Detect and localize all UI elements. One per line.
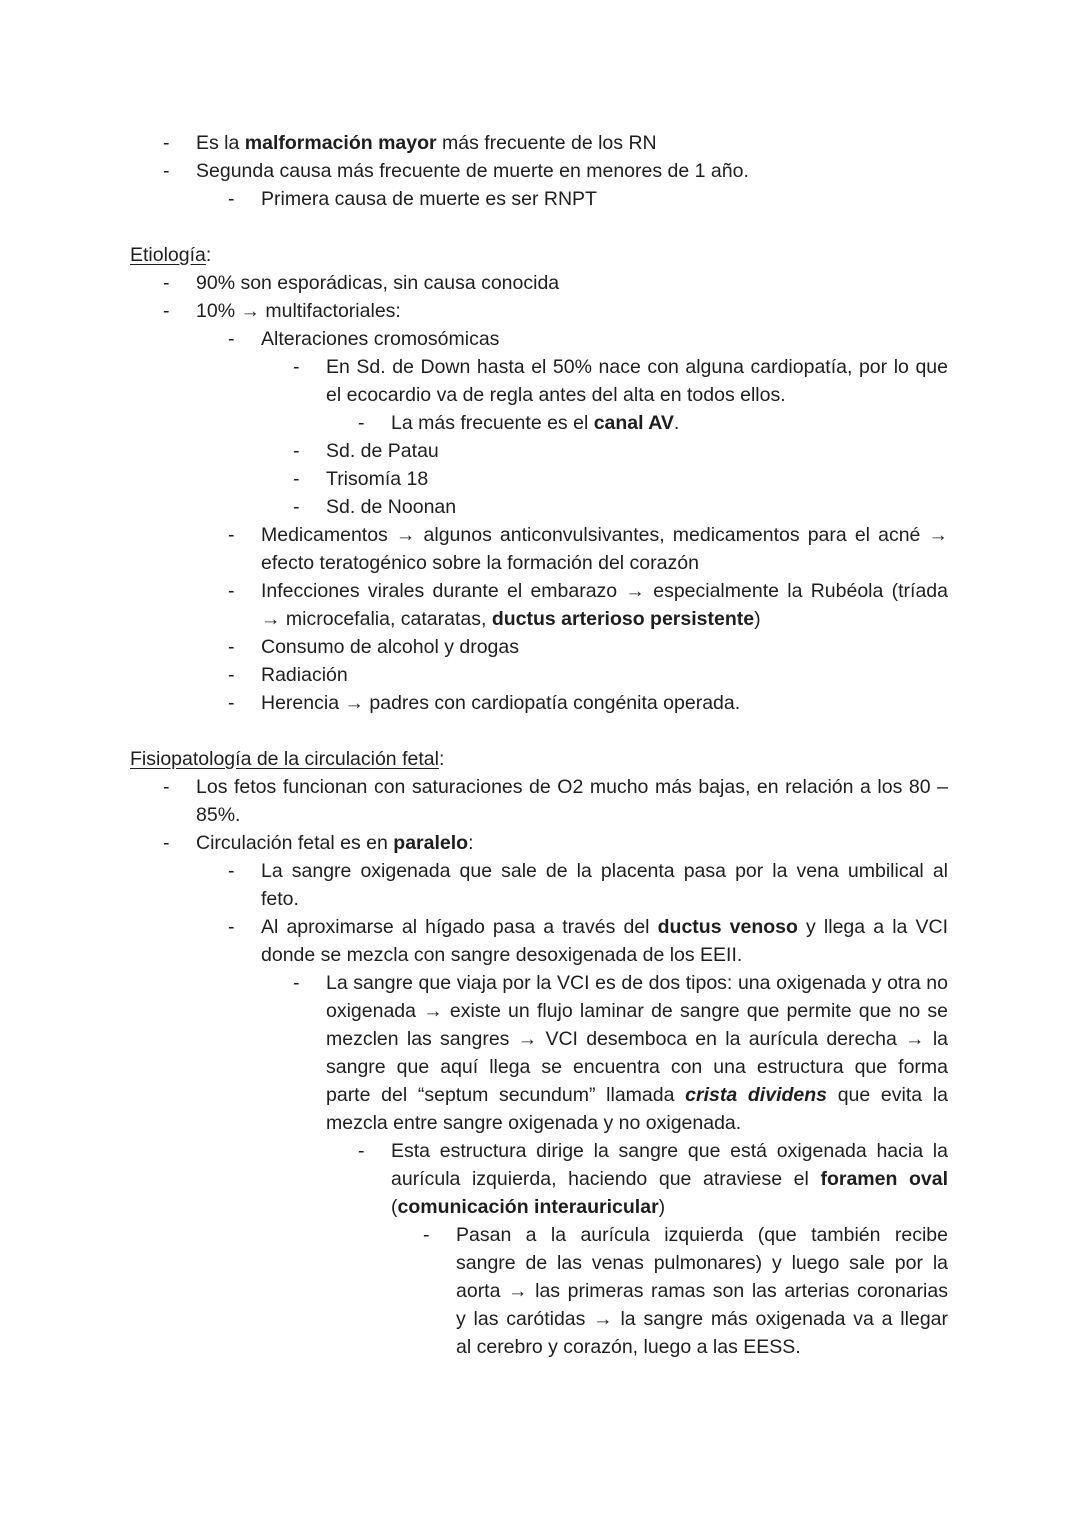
list-item-continuation	[130, 885, 948, 913]
list-item-text: y las carótidas → la sangre más oxigenada va a llegar	[456, 1308, 948, 1330]
list-item-continuation	[130, 1333, 948, 1361]
list-item-text	[326, 1081, 948, 1109]
list-item	[130, 661, 948, 689]
bold-text: canal AV	[593, 412, 674, 434]
list-item-text	[196, 129, 948, 157]
list-dash: -	[293, 468, 300, 490]
list-item-text	[391, 409, 948, 437]
bold-text: ductus arterioso persistente	[491, 608, 755, 630]
list-item	[130, 829, 948, 857]
list-item-text: Segunda causa más frecuente de muerte en menores de 1 año.	[196, 160, 749, 182]
list-dash: -	[358, 1140, 365, 1162]
text-segment: más frecuente de los RN	[436, 132, 657, 154]
list-item	[130, 465, 948, 493]
list-item-continuation	[130, 1277, 948, 1305]
list-dash: -	[423, 1224, 430, 1246]
list-item-text: Esta estructura dirige la sangre que está oxigenada hacia la	[391, 1140, 948, 1162]
text-segment: parte del “septum secundum” llamada	[326, 1084, 686, 1106]
bold-text: paralelo	[393, 832, 469, 854]
list-dash: -	[163, 300, 170, 322]
list-dash: -	[228, 664, 235, 686]
list-item-text	[261, 913, 948, 941]
list-item-text: donde se mezcla con sangre desoxigenada de los EEII.	[261, 944, 743, 966]
list-item	[130, 577, 948, 605]
list-item-continuation	[130, 1053, 948, 1081]
heading-text: Fisiopatología de la circulación fetal	[130, 748, 439, 770]
list-item-text: Los fetos funcionan con saturaciones de O2 mucho más bajas, en relación a los 80 –	[196, 776, 948, 798]
list-item-text: Infecciones virales durante el embarazo → especialmente la Rubéola (tríada	[261, 580, 948, 602]
list-item-text: Sd. de Patau	[326, 440, 439, 462]
list-item	[130, 969, 948, 997]
list-item-text: Consumo de alcohol y drogas	[261, 636, 519, 658]
list-item-text: Pasan a la aurícula izquierda (que también recibe	[456, 1224, 948, 1246]
list-item-text: aorta → las primeras ramas son las arterias coronarias	[456, 1280, 948, 1302]
spacer	[130, 717, 948, 745]
list-item-continuation	[130, 1305, 948, 1333]
list-dash: -	[293, 440, 300, 462]
list-item-text: al cerebro y corazón, luego a las EESS.	[456, 1336, 801, 1358]
list-item-text: sangre que aquí llega se encuentra con una estructura que forma	[326, 1056, 948, 1078]
list-item-continuation	[130, 1025, 948, 1053]
text-segment: .	[673, 412, 680, 434]
list-dash: -	[228, 860, 235, 882]
text-segment: (	[391, 1196, 398, 1218]
section-heading-fisiopatologia	[130, 745, 948, 773]
list-item-text: Herencia → padres con cardiopatía congénita operada.	[261, 692, 741, 714]
list-item	[130, 633, 948, 661]
list-item-text: Primera causa de muerte es ser RNPT	[261, 188, 597, 210]
list-dash: -	[228, 524, 235, 546]
text-segment: :	[468, 832, 474, 854]
list-item-continuation	[130, 1081, 948, 1109]
list-item-text: feto.	[261, 888, 299, 910]
list-item	[130, 773, 948, 801]
list-item-continuation	[130, 997, 948, 1025]
list-dash: -	[228, 580, 235, 602]
bold-text: foramen oval	[820, 1168, 948, 1190]
list-item-text: Radiación	[261, 664, 348, 686]
list-item-text: efecto teratogénico sobre la formación del corazón	[261, 552, 699, 574]
list-item-text: Alteraciones cromosómicas	[261, 328, 500, 350]
bold-text: ductus venoso	[657, 916, 798, 938]
list-item	[130, 1137, 948, 1165]
heading-text: Etiología	[130, 244, 206, 266]
list-item-text: sangre de las venas pulmonares) y luego sale por la	[456, 1252, 948, 1274]
list-item	[130, 353, 948, 381]
list-item-continuation	[130, 801, 948, 829]
list-item-text: 10% → multifactoriales:	[196, 300, 401, 322]
list-item-text	[196, 829, 948, 857]
list-dash: -	[358, 412, 365, 434]
section-heading-etiologia	[130, 241, 948, 269]
list-item	[130, 493, 948, 521]
list-item-continuation	[130, 381, 948, 409]
list-item	[130, 857, 948, 885]
list-dash: -	[163, 776, 170, 798]
list-item	[130, 521, 948, 549]
text-segment: → microcefalia, cataratas,	[261, 608, 492, 630]
list-dash: -	[228, 916, 235, 938]
list-item-text: En Sd. de Down hasta el 50% nace con alguna cardiopatía, por lo que	[326, 356, 948, 378]
list-item-text: 90% son esporádicas, sin causa conocida	[196, 272, 560, 294]
text-segment: que evita la	[827, 1084, 948, 1106]
list-item-text	[391, 1193, 948, 1221]
list-item-continuation	[130, 1109, 948, 1137]
document-body	[130, 129, 948, 1361]
list-item	[130, 409, 948, 437]
list-item-text: Trisomía 18	[326, 468, 429, 490]
list-dash: -	[163, 160, 170, 182]
text-segment: La más frecuente es el	[391, 412, 594, 434]
list-item-text: oxigenada → existe un flujo laminar de sangre que permite que no se	[326, 1000, 948, 1022]
list-item	[130, 689, 948, 717]
heading-colon: :	[438, 748, 445, 770]
list-item-continuation	[130, 549, 948, 577]
list-dash: -	[293, 356, 300, 378]
text-segment: Es la	[196, 132, 245, 154]
list-item-text: 85%.	[196, 804, 241, 826]
list-item	[130, 437, 948, 465]
list-item-text	[261, 605, 948, 633]
text-segment: aurícula izquierda, haciendo que atraviese el	[391, 1168, 821, 1190]
list-item-text: Sd. de Noonan	[326, 496, 457, 518]
text-segment: )	[754, 608, 761, 630]
list-dash: -	[228, 188, 235, 210]
list-item-text	[391, 1165, 948, 1193]
text-segment: )	[658, 1196, 666, 1218]
list-item	[130, 325, 948, 353]
list-item-text: mezclen las sangres → VCI desemboca en la aurícula derecha → la	[326, 1028, 948, 1050]
bold-italic-text: crista dividens	[685, 1084, 827, 1106]
list-item-text: mezcla entre sangre oxigenada y no oxigenada.	[326, 1112, 742, 1134]
list-item-continuation	[130, 1165, 948, 1193]
list-item-text: el ecocardio va de regla antes del alta en todos ellos.	[326, 384, 786, 406]
list-item	[130, 1221, 948, 1249]
list-dash: -	[293, 496, 300, 518]
list-dash: -	[228, 328, 235, 350]
list-item-continuation	[130, 941, 948, 969]
list-dash: -	[163, 132, 170, 154]
list-item-text: La sangre que viaja por la VCI es de dos tipos: una oxigenada y otra no	[326, 972, 948, 994]
list-item-continuation	[130, 1193, 948, 1221]
list-item-text: Medicamentos → algunos anticonvulsivantes, medicamentos para el acné →	[261, 524, 948, 546]
list-item	[130, 913, 948, 941]
list-dash: -	[228, 636, 235, 658]
text-segment: Al aproximarse al hígado pasa a través del	[261, 916, 658, 938]
list-item	[130, 269, 948, 297]
spacer	[130, 213, 948, 241]
list-item	[130, 297, 948, 325]
list-item-continuation	[130, 1249, 948, 1277]
list-item-continuation	[130, 605, 948, 633]
list-dash: -	[163, 272, 170, 294]
list-item	[130, 185, 948, 213]
list-item	[130, 129, 948, 157]
list-item	[130, 157, 948, 185]
list-dash: -	[163, 832, 170, 854]
list-dash: -	[293, 972, 300, 994]
list-item-text: La sangre oxigenada que sale de la placenta pasa por la vena umbilical al	[261, 860, 948, 882]
text-segment: Circulación fetal es en	[196, 832, 394, 854]
bold-text: comunicación interauricular	[397, 1196, 659, 1218]
list-dash: -	[228, 692, 235, 714]
heading-colon: :	[205, 244, 212, 266]
text-segment: y llega a la VCI	[797, 916, 948, 938]
bold-text: malformación mayor	[244, 132, 437, 154]
